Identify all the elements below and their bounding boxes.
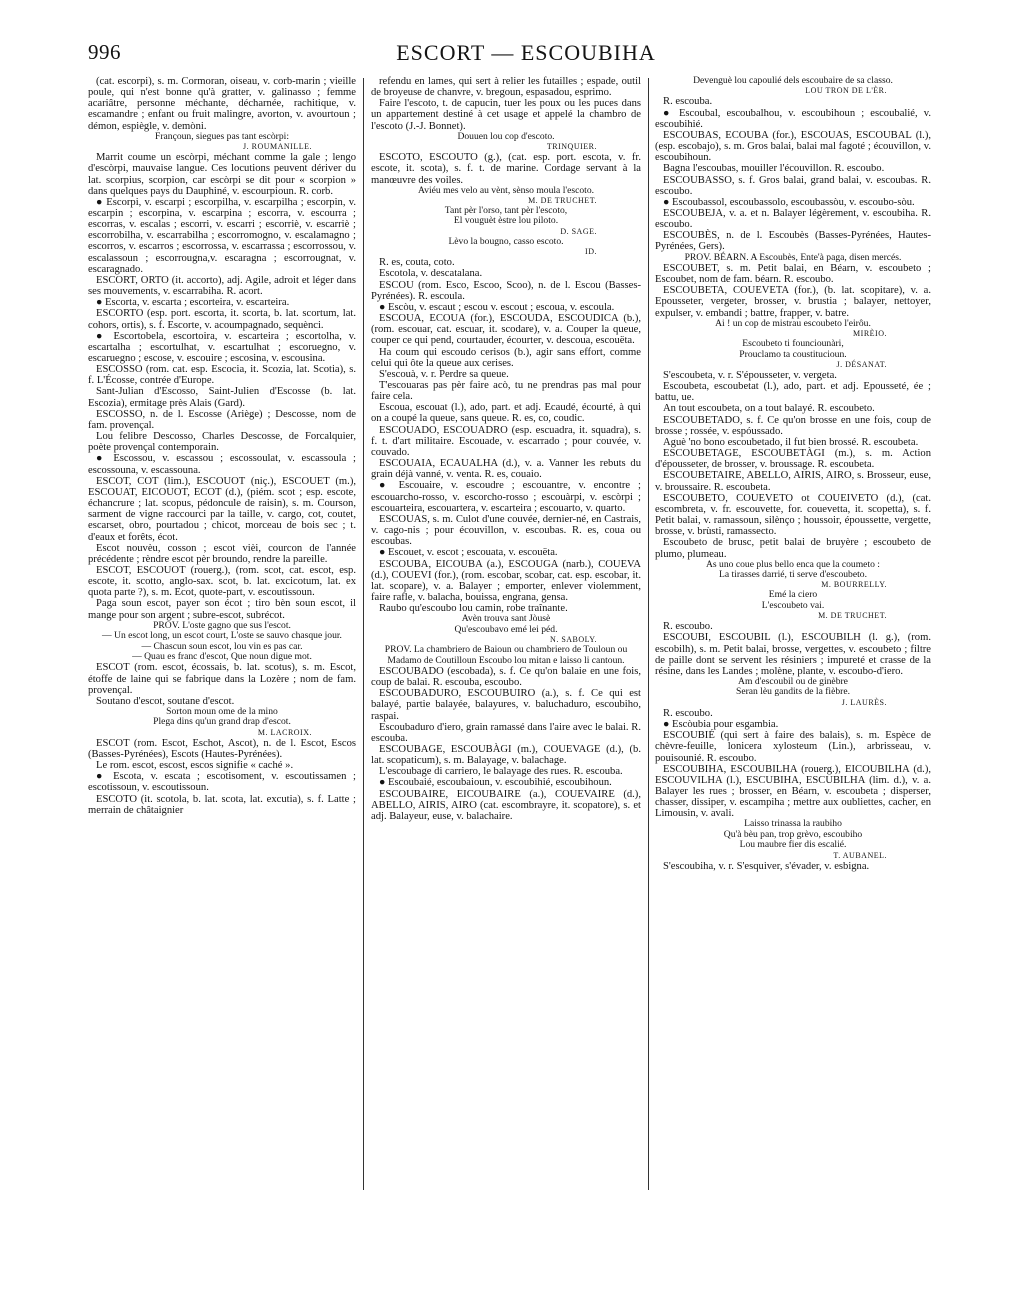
verse-quotation: Françoun, siegues pas tant escòrpi: [154, 130, 289, 142]
dictionary-entry: ● Escota, v. escata ; escotisoment, v. escoutissamen ; escotissoun, v. escoutissoun. [88, 771, 356, 794]
dictionary-entry: ESCOU (rom. Esco, Escoo, Scoo), n. de l. Escou (Basses-Pyrénées). R. escoula. [371, 279, 641, 302]
dictionary-entry: ESCOUBEJA, v. a. et n. Balayer légèrement, v. escoubiha. R. escoubo. [655, 207, 931, 231]
verse-quotation: Plega dins qu'un grand drap d'escot. [153, 716, 291, 728]
proverb: PROV. La chambriero de Baioun ou chambriero de Touloun ou Madamo de Coutilloun Escoubo lou mitan e laisso li cantoun. [384, 644, 628, 666]
dictionary-entry: Escot nouvèu, cosson ; escot vièi, courcon de l'année précédente ; rèndre escot pèr broundo, rendre la pareille. [88, 542, 356, 565]
dictionary-entry: ● Escouet, v. escot ; escouata, v. escouëta. [379, 547, 558, 559]
dictionary-entry: ESCOT, COT (lim.), ESCOUOT (niç.), ESCOUET (m.), ESCOUAT, EICOUOT, ECOT (d.), (piém. scot ; esp. escote, échancrure ; lat. scopus, pédoncule de raisin), s. m. Courson, sarment de vigne raccourci par la taille, v. cargo, cot, coutet, escarset, obro, pourtadou ; chicot, morceau de bois sec ; t. d'eaux et forêts, écot. [88, 475, 356, 543]
verse-quotation: Devenguè lou capoulié dels escoubaire de sa classo. [693, 75, 893, 86]
dictionary-entry: ESCOUBÈS, n. de l. Escoubès (Basses-Pyrénées, Hautes-Pyrénées, Gers). [655, 230, 931, 253]
verse-quotation: Tant pèr l'orso, tant pèr l'escoto, [444, 205, 568, 217]
dictionary-entry: ESCOUBETADO, s. f. Ce qu'on brosse en une fois, coup de brosse ; rossée, v. espóussado. [655, 414, 931, 437]
dictionary-entry: ● Escorpi, v. escarpi ; escorpilha, v. escarpilha ; escorpin, v. escarpin ; escorpina, v. escarpina ; escorra, v. escourra ; escorras, v. escalas ; escorri, v. escarri ; escorriè, v. escarriè ; escorrobilha, v. escarrabilha ; escorromogno, v. escalamagno ; escorros, v. escarros ; escorrossa, v. escarrassa ; escorrossou, v. escalassoun ; escorrougna,v. escaragna ; escorrougnat, v. escaragnado. [88, 196, 356, 275]
quotation-author: J. DÉSANAT. [836, 360, 887, 369]
dictionary-entry: ESCOT (rom. escot, écossais, b. lat. scotus), s. m. Escot, étoffe de laine qui se fabrique dans la Lozère ; nom de fam. provençal. [88, 662, 356, 696]
dictionary-entry: T'escouaras pas pèr faire acò, tu ne prendras pas mal pour faire cela. [371, 380, 641, 403]
column-middle [371, 76, 641, 822]
dictionary-entry: An tout escoubeta, on a tout balayé. R. escoubeto. [663, 403, 875, 415]
dictionary-entry: ESCOUADO, ESCOUADRO (esp. escuadra, it. squadra), s. f. t. d'art militaire. Escouade, v. escarrado ; pour couvée, v. couvado. [371, 424, 641, 458]
dictionary-entry: Sant-Julian d'Escosso, Saint-Julien d'Escosse (b. lat. Escozia), ermitage près Alais (Gard). [88, 386, 356, 409]
column-divider [363, 78, 364, 1190]
page-header [88, 40, 964, 70]
dictionary-entry: ● Escouaire, v. escoudre ; escouantre, v. encontre ; escouarcho-rosso, v. escorcho-rosso ; escouàrpi, v. escòrpi ; escouarteira, escouartera, v. escarteira ; escouarto, v. quarto. [371, 480, 641, 514]
page-title: ESCORT — ESCOUBIHA [396, 40, 656, 65]
dictionary-entry: ESCOUBI, ESCOUBIL (l.), ESCOUBILH (l. g.), (rom. escobilh), s. m. Petit balai, brosse, vergettes, v. escoubeto ; filtre de paille dont se servent les résiniers ; impureté et crasse de la résine, dans les Landes ; molène, plante, v. escoubo-d'iero. [655, 632, 931, 677]
dictionary-entry: ESCOSSO, n. de l. Escosse (Ariège) ; Descosse, nom de fam. provençal. [88, 408, 356, 431]
dictionary-entry: ESCOUBA, EICOUBA (a.), ESCOUGA (narb.), COUEVA (d.), COUEVI (for.), (rom. escobar, scobar, cat. esp. escobar, it. lat. scopare), v. a. Balayer ; emporter, enlever violemment, faire rafle, v. balacha, bouissa, engrana, gensa. [371, 558, 641, 603]
proverb: PROV. BÉARN. A Escoubès, Ente'à paga, disen mercés. [684, 251, 902, 263]
verse-quotation: Laisso trinassa la raubiho [744, 818, 842, 830]
dictionary-entry: Escoua, escouat (l.), ado, part. et adj. Ecaudé, écourté, à qui on a coupé la queue, sans queue. R. es, co, coudic. [371, 402, 641, 425]
dictionary-entry: Escotola, v. descatalana. [379, 268, 483, 280]
dictionary-entry: Ha coum qui escoudo cerisos (b.), agir sans effort, comme celui qui ôte la queue aux cerises. [371, 346, 641, 369]
verse-quotation: Qu'escoubavo emé lei péd. [454, 623, 558, 635]
quotation-author: M. DE TRUCHET. [818, 611, 887, 621]
dictionary-entry: ESCOUAIA, ECAUALHA (d.), v. a. Vanner les rebuts du grain déjà vanné, v. venta. R. es, couaio. [371, 458, 641, 481]
verse-quotation: Lou maubre fier dis escalié. [739, 839, 847, 851]
dictionary-entry: Paga soun escot, payer son écot ; tiro bèn soun escot, il mange pour son argent ; subre-escot, subrécot. [88, 598, 356, 621]
dictionary-entry: R. es, couta, coto. [379, 257, 455, 269]
verse-quotation: Aviéu mes velo au vènt, sènso moula l'escoto. [417, 184, 595, 196]
quotation-author: LOU TRON DE L'ÈR. [805, 86, 887, 96]
dictionary-entry: ESCOUBADO (escobada), s. f. Ce qu'on balaie en une fois, coup de balai. R. escouba, escoubo. [371, 665, 641, 689]
quotation-author: N. SABOLY. [550, 635, 597, 645]
dictionary-entry: Faire l'escoto, t. de capucin, tuer les poux ou les puces dans un appartement destiné à cet usage et appelé la chambro de l'escoto (J.-J. Bonnet). [371, 98, 641, 132]
dictionary-entry: ESCOUAS, s. m. Culot d'une couvée, dernier-né, en Castrais, v. cago-nis ; pour écouvillon, v. escoubas. R. es, coua ou escoubas. [371, 513, 641, 548]
dictionary-entry: ESCORTO (esp. port. escorta, it. scorta, b. lat. scortum, lat. cohors, ortis), s. f. Escorte, v. acoumpagnado, sequènci. [88, 308, 356, 331]
dictionary-entry: ● Escòu, v. escaut ; escou v. escout ; escoua, v. escoula. [379, 301, 615, 313]
dictionary-entry: ESCOSSO (rom. cat. esp. Escocia, it. Scozia, lat. Scotia), s. f. L'Écosse, contrée d'Europe. [88, 364, 356, 387]
dictionary-entry: ESCOUBAS, ECOUBA (for.), ESCOUAS, ESCOUBAL (l.), (esp. escobajo), s. m. Gros balai, balai mal fagoté ; écouvillon, v. escoubihoun. [655, 129, 931, 164]
dictionary-entry: S'escouà, v. r. Perdre sa queue. [379, 368, 509, 380]
dictionary-entry: (cat. escorpi), s. m. Cormoran, oiseau, v. corb-marin ; vieille poule, qui n'est bonne qu'à gratter, v. galinasso ; femme acariâtre, personne méchante, décharnée, rachitique, v. escamandre ; enfant ou fruit malingre, avorton, v. avourtoun ; démon, espiègle, v. demòni. [88, 76, 356, 132]
dictionary-entry: Raubo qu'escoubo lou camin, robe traînante. [379, 603, 568, 615]
verse-quotation: Emé la ciero [768, 589, 818, 601]
quotation-author: D. SAGE. [560, 226, 597, 236]
verse-quotation: Escoubeto ti founciounàri, [742, 338, 844, 350]
dictionary-entry: ESCOUBAGE, ESCOUBÀGI (m.), COUEVAGE (d.), (b. lat. scopaticum), s. m. Balayage, v. balachage. [371, 744, 641, 767]
dictionary-entry: ESCOUBAIRE, EICOUBAIRE (a.), COUEVAIRE (d.), ABELLO, AIRIS, AIRO (cat. escombrayre, it. scopatore), s. et adj. Balayeur, euse, v. balachaire. [371, 788, 641, 822]
verse-quotation: Sorton moun ome de la mino [166, 706, 278, 717]
dictionary-entry: S'escoubiha, v. r. S'esquiver, s'évader, v. esbigna. [663, 860, 870, 872]
dictionary-entry: ● Escortobela, escortoira, v. escarteira ; escortolha, v. escartalha ; escortulhat, v. escartulhat ; escoruegno, v. escaruegno ; escose, v. escouire ; escosina, v. escousina. [88, 330, 356, 364]
dictionary-entry: ● Escorta, v. escarta ; escorteira, v. escarteira. [96, 297, 290, 309]
column-divider [648, 78, 649, 1190]
dictionary-entry: ESCOUBETA, COUEVETA (for.), (b. lat. scopitare), v. a. Epousseter, vergeter, brosser, v. brustia ; balayer, nettoyer, expulser, v. embandi ; battre, frapper, v. batre. [655, 285, 931, 319]
dictionary-entry: Aguè 'no bono escoubetado, il fut bien brossé. R. escoubeta. [663, 436, 919, 448]
dictionary-entry: ESCOTO, ESCOUTO (g.), (cat. esp. port. escota, v. fr. escote, it. scota), s. f. t. de marine. Cordage servant à la manœuvre des voiles. [371, 152, 641, 186]
dictionary-entry: Soutano d'escot, soutane d'escot. [96, 695, 235, 707]
quotation-author: ID. [585, 247, 597, 257]
dictionary-entry: Bagna l'escoubas, mouiller l'écouvillon. R. escoubo. [663, 163, 885, 175]
verse-quotation: Avèn trouva sant Jòusè [461, 613, 551, 625]
proverb: — Quau es franc d'escot, Que noun digue mot. [132, 650, 312, 662]
dictionary-entry: ESCOUBIÉ (qui sert à faire des balais), s. m. Espèce de chèvre-feuille, lonicera xylosteum (Lin.), arbrisseau, v. pouisounié. R. escoubo. [655, 730, 931, 764]
quotation-author: M. DE TRUCHET. [528, 196, 597, 206]
dictionary-entry: R. escoubo. [663, 621, 713, 633]
verse-quotation: Qu'à bèu pan, trop grèvo, escoubiho [723, 828, 863, 840]
dictionary-entry: ESCOUBETAGE, ESCOUBETÀGI (m.), s. m. Action d'épousseter, de brosser, v. broussage. R. escoubeta. [655, 448, 931, 471]
dictionary-entry: ESCOUBADURO, ESCOUBUIRO (a.), s. f. Ce qui est balayé, partie balayée, balayures, v. baluchaduro, escoubiho, raspai. [371, 688, 641, 722]
quotation-author: J. LAURÈS. [841, 697, 887, 707]
dictionary-entry: ESCOUBETAIRE, ABELLO, AIRIS, AIRO, s. Brosseur, euse, v. broussaire. R. escoubeta. [655, 470, 931, 493]
dictionary-entry: Lou felibre Descosso, Charles Descosse, de Forcalquier, poète provençal contemporain. [88, 431, 356, 454]
column-left [88, 76, 356, 816]
dictionary-entry: ● Escoubassol, escoubassolo, escoubassòu, v. escoubo-sòu. [663, 196, 915, 208]
verse-quotation: Douuen lou cop d'escoto. [457, 130, 555, 142]
verse-quotation: Ai ! un cop de mistrau escoubeto l'eirôu. [715, 317, 871, 329]
dictionary-entry: S'escoubeta, v. r. S'épousseter, v. vergeta. [663, 370, 837, 381]
dictionary-entry: ESCOUBIHA, ESCOUBILHA (rouerg.), EICOUBILHA (d.), ESCOUVILHA (l.), ESCUBIHA, ESCUBILHA (lim. d.), v. a. Balayer les rues ; brosser, en Béarn, v. escoubeta ; disperser, chasser, dissiper, v. escampiha ; mettre aux oubliettes, cacher, en Limousin, v. avali. [655, 763, 931, 820]
dictionary-entry: Le rom. escot, escost, escos signifie « caché ». [96, 760, 294, 772]
page-number: 996 [88, 40, 121, 64]
verse-quotation: As uno coue plus bello enca que la coumeto : [706, 558, 880, 570]
verse-quotation: Prouclamo ta coustitucioun. [739, 348, 847, 360]
dictionary-entry: ● Escoubaié, escoubaioun, v. escoubihié, escoubihoun. [379, 777, 612, 789]
verse-quotation: La tirasses darrié, ti serve d'escoubeto. [719, 569, 867, 581]
verse-quotation: Am d'escoubil ou de ginèbre [738, 676, 848, 688]
dictionary-entry: ESCOTO (it. scotola, b. lat. scota, lat. excutia), s. f. Latte ; merrain de châtaignier [88, 793, 356, 816]
verse-quotation: L'escoubeto vai. [761, 599, 825, 611]
dictionary-entry: L'escoubage di carriero, le balayage des rues. R. escouba. [379, 766, 623, 778]
verse-quotation: Lèvo la bougno, casso escoto. [448, 235, 564, 247]
dictionary-entry: Escoubeta, escoubetat (l.), ado, part. et adj. Epousseté, ée ; battu, ue. [655, 381, 931, 404]
quotation-author: M. BOURRELLY. [821, 580, 887, 590]
dictionary-entry: Escoubaduro d'iero, grain ramassé dans l'aire avec le balai. R. escouba. [371, 721, 641, 744]
quotation-author: T. AUBANEL. [833, 850, 887, 860]
verse-quotation: Seran lèu gandits de la fièbre. [735, 686, 850, 698]
proverb: — Un escot long, un escot court, L'oste se sauvo chasque jour. [102, 630, 342, 642]
quotation-author: J. ROUMANILLE. [243, 142, 312, 152]
dictionary-entry: ESCOUA, ECOUA (for.), ESCOUDA, ESCOUDICA (b.), (rom. escouar, cat. escuar, it. scodare), v. a. Couper la queue, couper ce qui pend, courtauder, écourter, v. descoua, escouëta. [371, 313, 641, 347]
dictionary-entry: ESCOUBETO, COUEVETO ot COUEIVETO (d.), (cat. escombreta, v. fr. escouvette, for. couevetta, it. scopetta), s. f. Petit balai, v. ramassoun, silènço ; houssoir, époussette, vergette, brosse, v. brùsti, ramassecto. [655, 492, 931, 538]
quotation-author: MIRÈIO. [853, 329, 887, 339]
dictionary-entry: ● Escòubia pour esgambia. [663, 719, 779, 731]
quotation-author: M. LACROIX. [257, 727, 312, 737]
dictionary-entry: refendu en lames, qui sert à relier les futailles ; espade, outil de broyeuse de chanvre, v. bregoun, espasadou, esprimo. [371, 76, 641, 99]
proverb: PROV. L'oste gagno que sus l'escot. [153, 619, 291, 631]
verse-quotation: El vouguèt èstre lou piloto. [453, 215, 559, 227]
dictionary-entry: ● Escossou, v. escassou ; escossoulat, v. escassoula ; escossouna, v. escassouna. [88, 453, 356, 476]
dictionary-entry: ESCORT, ORTO (it. accorto), adj. Agile, adroit et léger dans ses mouvements, v. escarrabiha. R. acort. [88, 274, 356, 298]
dictionary-entry: ESCOUBET, s. m. Petit balai, en Béarn, v. escoubeto ; Escoubet, nom de fam. béarn. R. escoubo. [655, 263, 931, 286]
quotation-author: TRINQUIER. [546, 142, 597, 152]
proverb: — Chascun soun escot, lou vin es pas car. [141, 640, 303, 652]
dictionary-entry: R. escouba. [663, 96, 713, 108]
dictionary-entry: ● Escoubal, escoubalhou, v. escoubihoun ; escoubalié, v. escoubihié. [655, 107, 931, 130]
dictionary-entry: R. escoubo. [663, 707, 713, 719]
dictionary-entry: ESCOT, ESCOUOT (rouerg.), (rom. scot, cat. escot, esp. escote, it. scotto, anglo-sax. scot, b. lat. excicotum, lat. ex quota parte ?), s. m. Ecot, quote-part, v. escoutissoun. [88, 564, 356, 599]
dictionary-entry: ESCOT (rom. Escot, Eschot, Ascot), n. de l. Escot, Escos (Basses-Pyrénées), Escots (Hautes-Pyrénées). [88, 737, 356, 760]
dictionary-entry: Marrit coume un escòrpi, méchant comme la gale ; lengo d'escòrpi, mauvaise langue. Ces locutions peuvent dériver du lat. scorpius, scorpion, car escòrpi se dit pour « scorpion » dans quelques pays du Dauphiné, v. escourpioun. R. corb. [88, 152, 356, 197]
dictionary-entry: ESCOUBASSO, s. f. Gros balai, grand balai, v. escoubas. R. escoubo. [655, 174, 931, 197]
dictionary-entry: Escoubeto de brusc, petit balai de bruyère ; escoubeto de plumo, plumeau. [655, 537, 931, 560]
column-right [655, 76, 931, 872]
